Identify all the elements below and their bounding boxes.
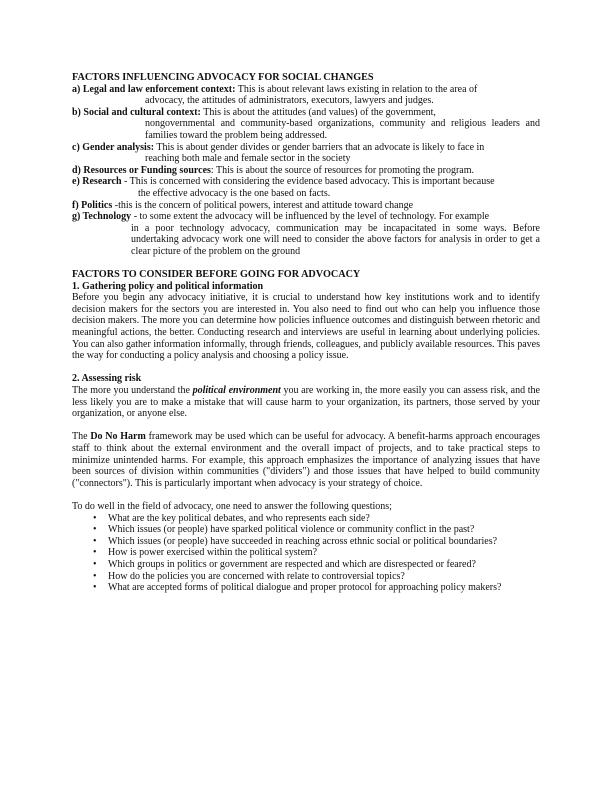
factor-continuation: nongovernmental and community-based organizations, community and religious leaders and families toward the problem being addressed. <box>145 118 540 141</box>
emphasis-political-environment: political environment <box>192 385 281 397</box>
questions-intro: To do well in the field of advocacy, one need to answer the following questions; <box>72 500 392 512</box>
question-text: Which issues (or people) have sparked political violence or community conflict in the past? <box>108 524 475 536</box>
section-title-factors-influencing: FACTORS INFLUENCING ADVOCACY FOR SOCIAL CHANGES <box>72 72 374 83</box>
factor-lead: d) Resources or Funding sources <box>72 164 211 176</box>
factor-text: This is about relevant laws existing in relation to the area of <box>235 83 478 95</box>
subheading-gathering-policy: 1. Gathering policy and political information <box>72 280 264 292</box>
subheading-assessing-risk: 2. Assessing risk <box>72 373 142 385</box>
factor-text: - This is concerned with considering the evidence based advocacy. This is important because <box>121 176 495 188</box>
factor-text: - to some extent the advocacy will be influenced by the level of technology. For example <box>131 211 490 223</box>
list-item <box>72 547 540 559</box>
factor-item-legal <box>72 84 540 107</box>
text-run: The <box>72 431 91 443</box>
question-text: Which issues (or people) have succeeded in reaching across ethnic social or political boundaries? <box>108 535 498 547</box>
factor-item-gender <box>72 142 540 165</box>
spacer <box>72 420 540 432</box>
bullet-icon: • <box>93 570 97 582</box>
question-text: What are the key political debates, and who represents each side? <box>108 512 370 524</box>
factor-continuation: reaching both male and female sector in the society <box>145 153 351 165</box>
emphasis-do-no-harm: Do No Harm <box>90 431 146 443</box>
factor-lead: c) Gender analysis: <box>72 141 155 153</box>
factor-continuation: the effective advocacy is the one based on facts. <box>138 187 331 199</box>
spacer <box>72 362 540 374</box>
section-title-factors-to-consider: FACTORS TO CONSIDER BEFORE GOING FOR ADVOCACY <box>72 269 361 281</box>
text-run: The more you understand the <box>72 385 193 397</box>
spacer <box>72 258 540 270</box>
factor-text: This is about the attitudes (and values) of the government, <box>200 106 436 118</box>
factor-item-politics <box>72 200 540 212</box>
bullet-icon: • <box>93 547 97 559</box>
factor-lead: e) Research <box>72 176 122 188</box>
list-item <box>72 524 540 536</box>
bullet-icon: • <box>93 558 97 570</box>
bullet-icon: • <box>93 512 97 524</box>
question-text: What are accepted forms of political dialogue and proper protocol for approaching policy makers? <box>108 582 502 594</box>
text-run: you are working in, the more easily you can assess risk, and the less likely you are to make a mistake that will cause harm to your organization, its partners, those served by your organization, or anyone else. <box>72 385 540 420</box>
factor-item-social-cultural <box>72 107 540 142</box>
spacer <box>72 489 540 501</box>
factor-text: : This is about the source of resources for promoting the program. <box>210 164 474 176</box>
list-item <box>72 559 540 571</box>
question-text: How is power exercised within the political system? <box>108 547 318 559</box>
paragraph-gathering-policy: Before you begin any advocacy initiative, it is crucial to understand how key institutions work and to identify decision makers for the sectors you are interested in. You also need to find out who can help you influence those decision makers. The more you can determine how policies influence outcomes and distinguish between rhetoric and meaningful actions, the better. Conducting research and interviews are useful in learning about underlying policies. You can also gather information informally, through friends, colleagues, and publicly available resources. This paves the way for conducting a policy analysis and choosing a policy issue. <box>72 292 541 362</box>
question-text: Which groups in politics or government are respected and which are disrespected or feared? <box>108 558 476 570</box>
text-run: framework may be used which can be useful for advocacy. A benefit-harms approach encourages staff to think about the external environment and the overall impact of projects, and to take practical steps to minimize unintended harms. For example, this approach emphasizes the importance of analyzing issues that have been sources of division within communities ("dividers") and those issues that have helped to build community ("connectors"). This is particularly important when advocacy is your strategy of choice. <box>72 431 540 489</box>
paragraph-do-no-harm <box>72 431 540 489</box>
factor-continuation: advocacy, the attitudes of administrators, executors, lawyers and judges. <box>145 95 434 107</box>
question-text: How do the policies you are concerned with relate to controversial topics? <box>108 570 405 582</box>
factors-list <box>72 84 540 258</box>
factor-lead: f) Politics <box>72 199 113 211</box>
factor-text: -this is the concern of political powers, interest and attitude toward change <box>112 199 414 211</box>
list-item <box>72 582 540 594</box>
factor-lead: b) Social and cultural context: <box>72 106 201 118</box>
factor-lead: a) Legal and law enforcement context: <box>72 83 236 95</box>
questions-list <box>72 513 540 594</box>
factor-item-resources <box>72 165 540 177</box>
list-item <box>72 536 540 548</box>
factor-item-technology <box>72 211 540 257</box>
bullet-icon: • <box>93 582 97 594</box>
factor-continuation: in a poor technology advocacy, communication may be incapacitated in some ways. Before undertaking advocacy work one will need to consider the above factors for analysis in order to get a clear picture of the problem on the ground <box>131 222 540 257</box>
factor-text: This is about gender divides or gender barriers that an advocate is likely to face in <box>154 141 485 153</box>
paragraph-political-environment <box>72 385 540 420</box>
factor-lead: g) Technology <box>72 211 132 223</box>
list-item <box>72 571 540 583</box>
list-item <box>72 513 540 525</box>
bullet-icon: • <box>93 535 97 547</box>
factor-item-research <box>72 176 540 199</box>
document-page <box>72 72 540 594</box>
bullet-icon: • <box>93 524 97 536</box>
